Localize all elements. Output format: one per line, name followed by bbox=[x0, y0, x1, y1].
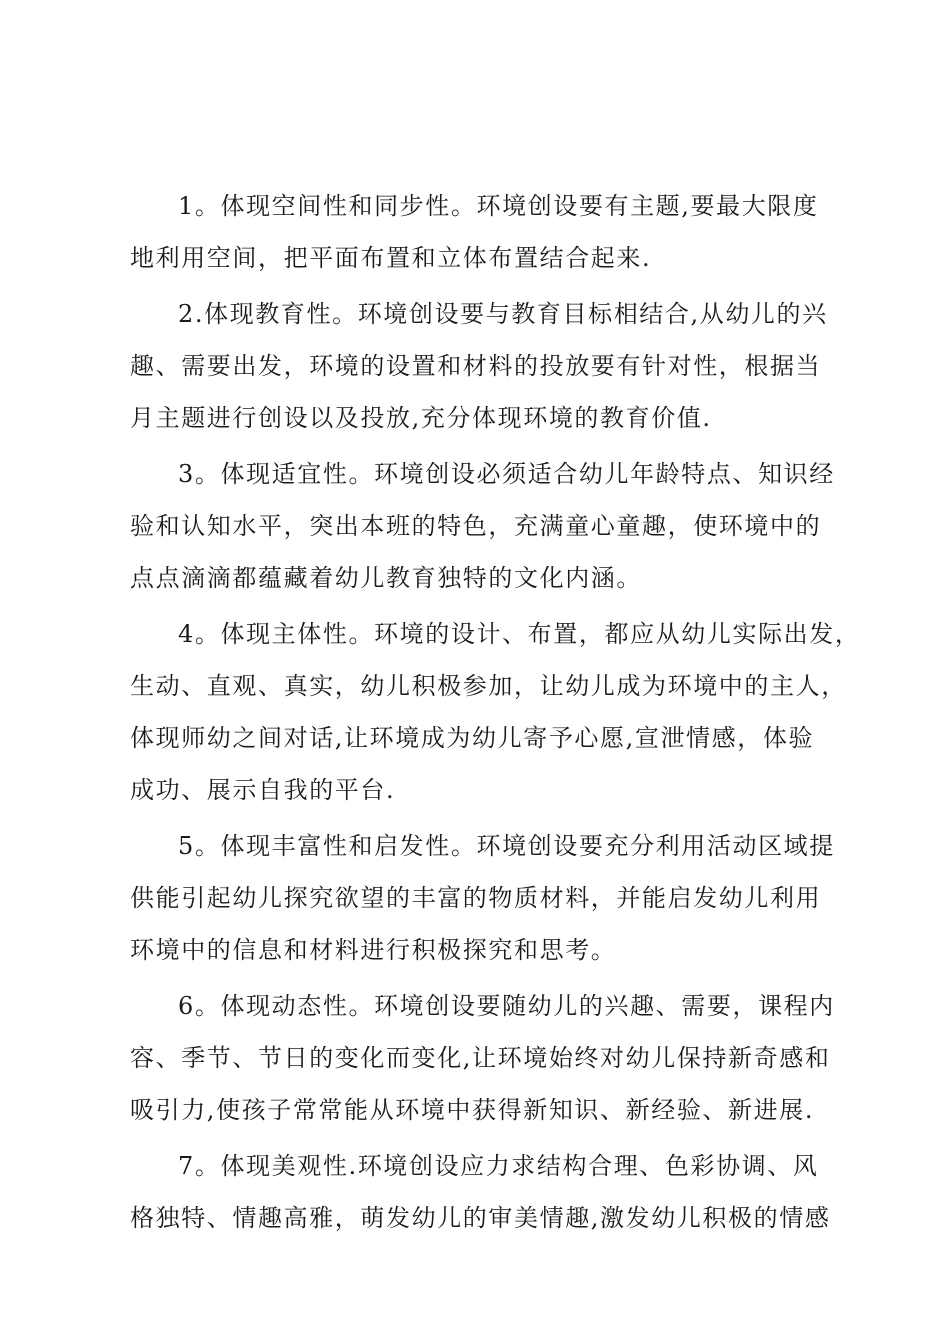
paragraph-line: 趣、需要出发，环境的设置和材料的投放要有针对性，根据当 bbox=[130, 352, 822, 380]
paragraph-line: 2.体现教育性。环境创设要与教育目标相结合,从幼儿的兴 bbox=[178, 300, 828, 328]
paragraph-line: 月主题进行创设以及投放,充分体现环境的教育价值. bbox=[130, 404, 712, 432]
paragraph-line: 供能引起幼儿探究欲望的丰富的物质材料，并能启发幼儿利用 bbox=[130, 884, 822, 912]
paragraph-6 bbox=[130, 980, 835, 1136]
paragraph-line: 验和认知水平，突出本班的特色，充满童心童趣，使环境中的 bbox=[130, 512, 822, 540]
paragraph-line: 容、季节、节日的变化而变化,让环境始终对幼儿保持新奇感和 bbox=[130, 1044, 831, 1072]
paragraph-line: 5。体现丰富性和启发性。环境创设要充分利用活动区域提 bbox=[178, 832, 835, 860]
paragraph-line: 1。体现空间性和同步性。环境创设要有主题,要最大限度 bbox=[178, 192, 819, 220]
paragraph-line: 地利用空间，把平面布置和立体布置结合起来. bbox=[130, 244, 652, 272]
paragraph-7 bbox=[130, 1140, 830, 1244]
paragraph-line: 成功、展示自我的平台. bbox=[130, 776, 396, 804]
paragraph-line: 6。体现动态性。环境创设要随幼儿的兴趣、需要，课程内 bbox=[178, 992, 835, 1020]
paragraph-line: 3。体现适宜性。环境创设必须适合幼儿年龄特点、知识经 bbox=[178, 460, 835, 488]
document-body bbox=[130, 180, 861, 1248]
paragraph-3 bbox=[130, 448, 835, 604]
paragraph-4 bbox=[130, 608, 861, 816]
paragraph-line: 7。体现美观性.环境创设应力求结构合理、色彩协调、风 bbox=[178, 1152, 819, 1180]
paragraph-line: 吸引力,使孩子常常能从环境中获得新知识、新经验、新进展. bbox=[130, 1096, 815, 1124]
paragraph-1 bbox=[130, 180, 830, 284]
paragraph-2 bbox=[130, 288, 830, 444]
paragraph-line: 4。体现主体性。环境的设计、布置，都应从幼儿实际出发， bbox=[178, 620, 861, 648]
paragraph-line: 环境中的信息和材料进行积极探究和思考。 bbox=[130, 936, 617, 964]
paragraph-line: 生动、直观、真实，幼儿积极参加，让幼儿成为环境中的主人， bbox=[130, 672, 847, 700]
paragraph-line: 格独特、情趣高雅，萌发幼儿的审美情趣,激发幼儿积极的情感 bbox=[130, 1204, 831, 1232]
paragraph-line: 点点滴滴都蕴藏着幼儿教育独特的文化内涵。 bbox=[130, 564, 642, 592]
paragraph-line: 体现师幼之间对话,让环境成为幼儿寄予心愿,宣泄情感，体验 bbox=[130, 724, 815, 752]
paragraph-5 bbox=[130, 820, 835, 976]
